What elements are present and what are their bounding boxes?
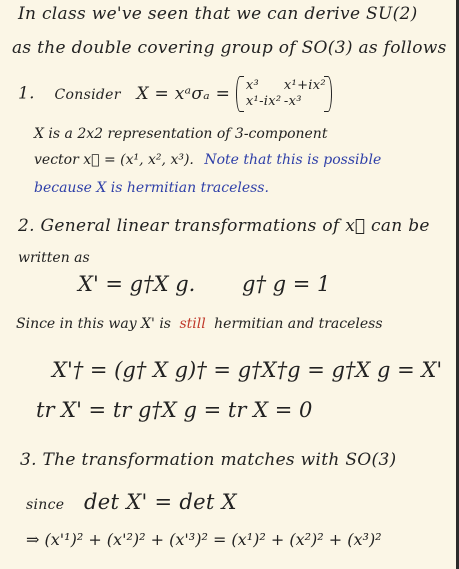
- vector-def: vector x⃗ = (x¹, x², x³).: [34, 152, 194, 168]
- line-hermitian-proof: X'† = (g† X g)† = g†X†g = g†X g = X': [52, 358, 443, 382]
- line-so3-match: 3. The transformation matches with SO(3): [20, 450, 397, 470]
- line-intro-1: In class we've seen that we can derive SU(2): [18, 4, 418, 24]
- line-vector: [34, 152, 381, 168]
- still-word: still: [179, 316, 206, 332]
- line-representation: X is a 2x2 representation of 3-component: [34, 126, 328, 142]
- line-consider: [18, 78, 332, 110]
- line-hermitian-reason: because X is hermitian traceless.: [34, 180, 269, 196]
- line-intro-2: as the double covering group of SO(3) as follows: [12, 38, 447, 58]
- line-general-transform: 2. General linear transformations of x⃗ can be: [18, 216, 430, 236]
- line-norm-preserved: ⇒ (x'¹)² + (x'²)² + (x'³)² = (x¹)² + (x²)² + (x³)²: [26, 530, 382, 549]
- transform-equation: X' = g†X g.: [78, 272, 196, 296]
- hermitian-traceless-text: hermitian and traceless: [214, 316, 383, 332]
- line-since-way: [16, 316, 383, 332]
- since-label: since: [26, 497, 65, 513]
- consider-label: Consider: [54, 86, 121, 103]
- x-definition: X = xᵃσₐ =: [136, 83, 231, 104]
- pauli-matrix: [236, 78, 332, 110]
- item-number-1: 1.: [18, 83, 35, 104]
- line-trace-proof: tr X' = tr g†X g = tr X = 0: [36, 398, 313, 422]
- matrix-21: x¹-ix²: [245, 94, 282, 109]
- det-equation: det X' = det X: [84, 490, 237, 514]
- since-way-text: Since in this way X' is: [16, 316, 171, 332]
- line-written-as: written as: [18, 250, 90, 266]
- unitarity-equation: g† g = 1: [242, 272, 331, 296]
- line-transform-eq: [78, 272, 330, 296]
- matrix-11: x³: [245, 78, 260, 93]
- note-possible: Note that this is possible: [204, 152, 382, 168]
- matrix-12: x¹+ix²: [283, 78, 326, 93]
- matrix-22: -x³: [283, 94, 302, 109]
- line-since-det: [26, 490, 237, 514]
